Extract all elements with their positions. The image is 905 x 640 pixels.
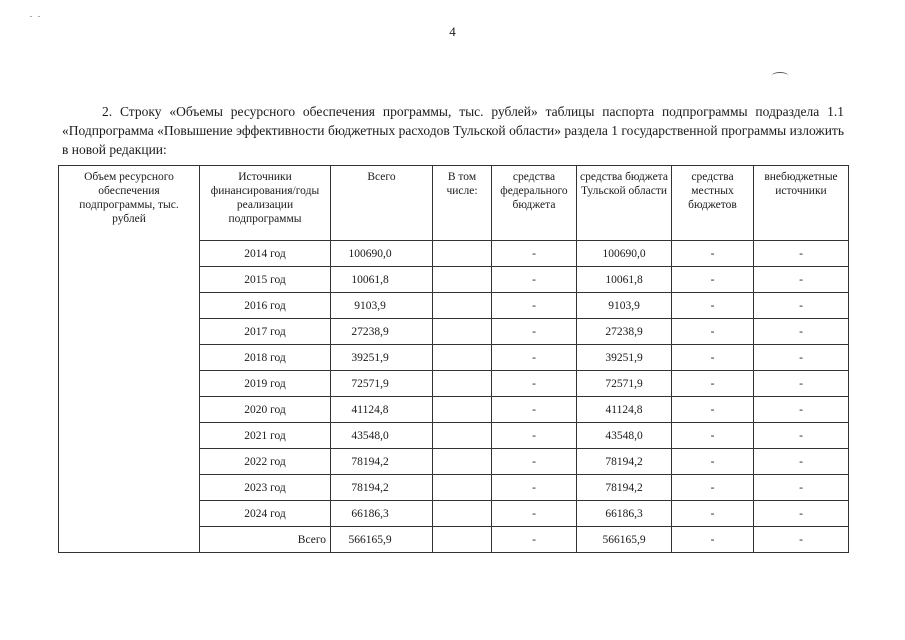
row-regional: 78194,2 — [577, 449, 672, 475]
header-sources: Источники финансирования/годы реализации подпрограммы — [200, 166, 331, 241]
row-year: 2021 год — [200, 423, 331, 449]
row-total: 27238,9 — [331, 319, 433, 345]
row-local: - — [672, 475, 754, 501]
row-extrabudgetary: - — [754, 423, 849, 449]
amendment-paragraph — [62, 102, 844, 159]
row-extrabudgetary: - — [754, 371, 849, 397]
row-total: 100690,0 — [331, 241, 433, 267]
row-federal: - — [492, 267, 577, 293]
page-number: 4 — [449, 24, 456, 39]
row-local: - — [672, 423, 754, 449]
row-federal: - — [492, 319, 577, 345]
row-including — [433, 319, 492, 345]
row-local: - — [672, 319, 754, 345]
row-regional: 100690,0 — [577, 241, 672, 267]
row-including — [433, 293, 492, 319]
row-extrabudgetary: - — [754, 475, 849, 501]
row-federal: - — [492, 293, 577, 319]
row-federal: - — [492, 475, 577, 501]
row-extrabudgetary: - — [754, 449, 849, 475]
row-local: - — [672, 397, 754, 423]
row-including — [433, 397, 492, 423]
row-extrabudgetary: - — [754, 345, 849, 371]
row-total: 43548,0 — [331, 423, 433, 449]
row-extrabudgetary: - — [754, 241, 849, 267]
scan-speck — [30, 16, 32, 17]
scan-speck — [38, 16, 40, 17]
row-regional: 9103,9 — [577, 293, 672, 319]
row-extrabudgetary: - — [754, 397, 849, 423]
row-regional: 27238,9 — [577, 319, 672, 345]
row-year: 2015 год — [200, 267, 331, 293]
row-including — [433, 475, 492, 501]
row-including — [433, 423, 492, 449]
row-regional: 39251,9 — [577, 345, 672, 371]
row-year: 2023 год — [200, 475, 331, 501]
row-total: 66186,3 — [331, 501, 433, 527]
row-federal: - — [492, 527, 577, 553]
row-year: Всего — [200, 527, 331, 553]
row-federal: - — [492, 501, 577, 527]
row-including — [433, 501, 492, 527]
row-including — [433, 267, 492, 293]
row-including — [433, 371, 492, 397]
row-total: 566165,9 — [331, 527, 433, 553]
header-regional: средства бюджета Тульской области — [577, 166, 672, 241]
pen-mark — [772, 72, 788, 79]
amendment-text: 2. Строку «Объемы ресурсного обеспечения программы, тыс. рублей» таблицы паспорта подпрограммы подраздела 1.1 «Подпрограмма «Повышение эффективности бюджетных расходов Тульской области» раздела 1 государственной программы изложить в новой редакции: — [62, 103, 844, 157]
row-federal: - — [492, 241, 577, 267]
row-year: 2016 год — [200, 293, 331, 319]
header-including: В том числе: — [433, 166, 492, 241]
row-regional: 66186,3 — [577, 501, 672, 527]
row-including — [433, 241, 492, 267]
row-local: - — [672, 527, 754, 553]
row-total: 10061,8 — [331, 267, 433, 293]
row-federal: - — [492, 449, 577, 475]
row-local: - — [672, 345, 754, 371]
row-including — [433, 527, 492, 553]
row-extrabudgetary: - — [754, 501, 849, 527]
row-extrabudgetary: - — [754, 267, 849, 293]
resource-table — [58, 165, 849, 553]
row-federal: - — [492, 423, 577, 449]
row-local: - — [672, 267, 754, 293]
row-total: 41124,8 — [331, 397, 433, 423]
row-including — [433, 345, 492, 371]
header-extrabudgetary: внебюджетные источники — [754, 166, 849, 241]
row-local: - — [672, 449, 754, 475]
row-regional: 78194,2 — [577, 475, 672, 501]
row-total: 9103,9 — [331, 293, 433, 319]
row-year: 2014 год — [200, 241, 331, 267]
row-year: 2018 год — [200, 345, 331, 371]
row-local: - — [672, 241, 754, 267]
row-regional: 10061,8 — [577, 267, 672, 293]
row-total: 78194,2 — [331, 475, 433, 501]
row-local: - — [672, 371, 754, 397]
row-regional: 43548,0 — [577, 423, 672, 449]
row-year: 2017 год — [200, 319, 331, 345]
row-regional: 41124,8 — [577, 397, 672, 423]
row-local: - — [672, 293, 754, 319]
row-including — [433, 449, 492, 475]
table-header-row — [59, 166, 849, 241]
row-federal: - — [492, 397, 577, 423]
row-year: 2022 год — [200, 449, 331, 475]
row-extrabudgetary: - — [754, 293, 849, 319]
row-regional: 72571,9 — [577, 371, 672, 397]
header-local: средства местных бюджетов — [672, 166, 754, 241]
row-year: 2020 год — [200, 397, 331, 423]
row-total: 72571,9 — [331, 371, 433, 397]
row-extrabudgetary: - — [754, 527, 849, 553]
header-total: Всего — [331, 166, 433, 241]
row-year: 2024 год — [200, 501, 331, 527]
row-federal: - — [492, 345, 577, 371]
resource-volume-label: Объем ресурсного обеспечения подпрограммы, тыс. рублей — [59, 166, 200, 553]
row-federal: - — [492, 371, 577, 397]
row-local: - — [672, 501, 754, 527]
row-total: 78194,2 — [331, 449, 433, 475]
row-regional: 566165,9 — [577, 527, 672, 553]
row-extrabudgetary: - — [754, 319, 849, 345]
header-federal: средства федерального бюджета — [492, 166, 577, 241]
row-total: 39251,9 — [331, 345, 433, 371]
row-year: 2019 год — [200, 371, 331, 397]
